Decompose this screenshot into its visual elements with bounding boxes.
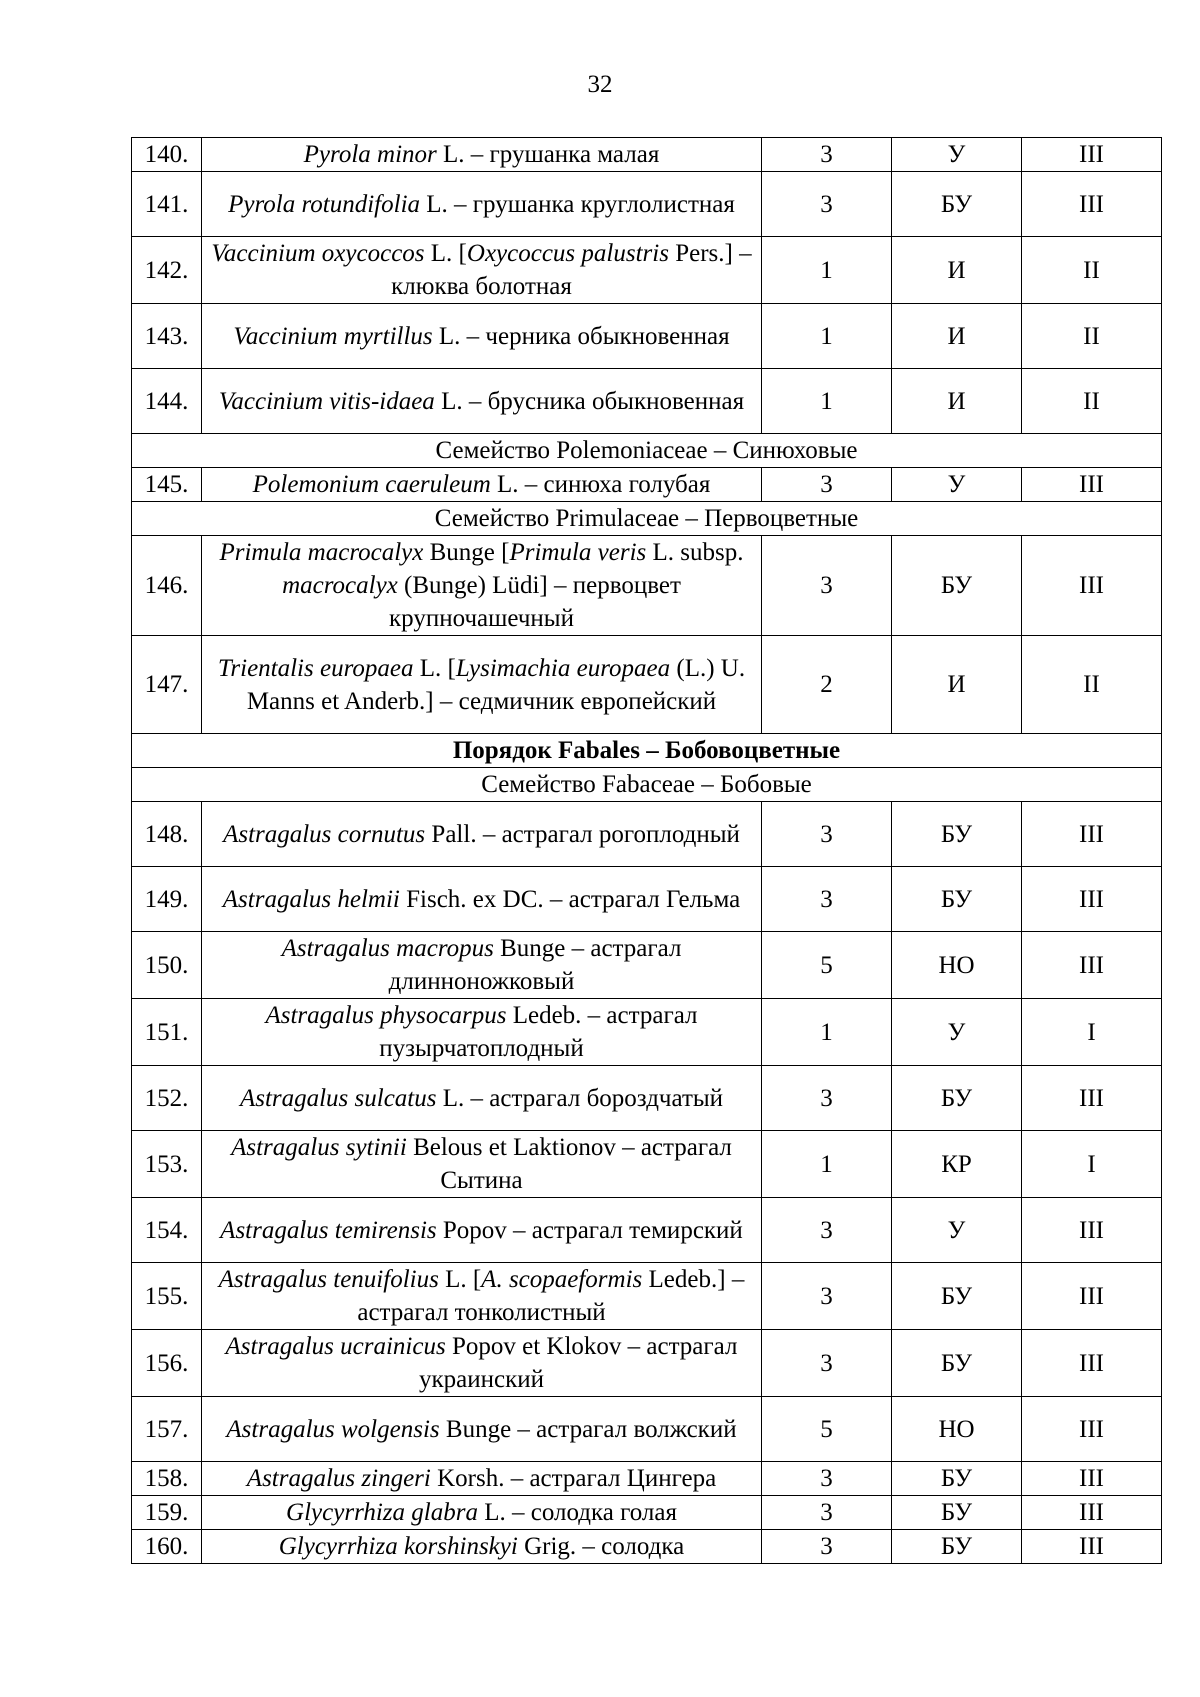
category-value: 3 (762, 1066, 892, 1131)
latin-name: macrocalyx (282, 572, 398, 599)
row-number: 150. (132, 932, 202, 999)
species-table (131, 137, 1162, 1564)
species-name: Astragalus sytinii Belous et Laktionov – астрагал Сытина (202, 1131, 762, 1198)
row-number: 155. (132, 1263, 202, 1330)
latin-name: Vaccinium oxycoccos (211, 240, 425, 267)
species-name: Polemonium caeruleum L. – синюха голубая (202, 468, 762, 502)
priority-value: III (1022, 1198, 1162, 1263)
status-value: НО (892, 932, 1022, 999)
priority-value: III (1022, 1066, 1162, 1131)
latin-name: Astragalus helmii (222, 885, 400, 913)
category-value: 1 (762, 999, 892, 1066)
status-value: И (892, 304, 1022, 369)
row-number: 158. (132, 1462, 202, 1496)
status-value: БУ (892, 802, 1022, 867)
priority-value: III (1022, 1462, 1162, 1496)
status-value: И (892, 636, 1022, 734)
category-value: 3 (762, 1263, 892, 1330)
latin-name: Vaccinium myrtillus (233, 322, 433, 350)
row-number: 141. (132, 172, 202, 237)
latin-name: Primula veris (509, 539, 647, 566)
priority-value: III (1022, 1496, 1162, 1530)
family-heading: Семейство Fabaceae – Бобовые (132, 768, 1162, 802)
species-row (132, 636, 1162, 734)
latin-name: Glycyrrhiza korshinskyi (278, 1533, 518, 1560)
priority-value: III (1022, 932, 1162, 999)
family-heading: Семейство Polemoniaceae – Синюховые (132, 434, 1162, 468)
category-value: 3 (762, 138, 892, 172)
priority-value: III (1022, 1263, 1162, 1330)
status-value: У (892, 138, 1022, 172)
latin-name: Primula macrocalyx (219, 539, 424, 566)
status-value: БУ (892, 1330, 1022, 1397)
species-row (132, 138, 1162, 172)
latin-name: Vaccinium vitis-idaea (218, 387, 435, 415)
species-name: Pyrola minor L. – грушанка малая (202, 138, 762, 172)
species-row (132, 1462, 1162, 1496)
family-heading: Семейство Primulaceae – Первоцветные (132, 502, 1162, 536)
species-row (132, 369, 1162, 434)
latin-name: A. scopaeformis (481, 1266, 643, 1293)
priority-value: II (1022, 369, 1162, 434)
species-row (132, 802, 1162, 867)
species-name: Astragalus ucrainicus Popov et Klokov – астрагал украинский (202, 1330, 762, 1397)
row-number: 145. (132, 468, 202, 502)
species-row (132, 1330, 1162, 1397)
row-number: 144. (132, 369, 202, 434)
category-value: 3 (762, 802, 892, 867)
latin-name: Astragalus macropus (281, 935, 494, 962)
status-value: И (892, 369, 1022, 434)
species-name: Astragalus physocarpus Ledeb. – астрагал пузырчатоплодный (202, 999, 762, 1066)
latin-name: Astragalus sytinii (231, 1134, 407, 1161)
category-value: 2 (762, 636, 892, 734)
row-number: 146. (132, 536, 202, 636)
category-value: 1 (762, 304, 892, 369)
priority-value: III (1022, 1330, 1162, 1397)
priority-value: II (1022, 304, 1162, 369)
latin-name: Polemonium caeruleum (252, 471, 491, 498)
status-value: БУ (892, 536, 1022, 636)
row-number: 160. (132, 1530, 202, 1564)
species-row (132, 1530, 1162, 1564)
species-name: Astragalus cornutus Pall. – астрагал рогоплодный (202, 802, 762, 867)
latin-name: Astragalus temirensis (220, 1216, 437, 1244)
species-row (132, 172, 1162, 237)
priority-value: III (1022, 138, 1162, 172)
row-number: 143. (132, 304, 202, 369)
row-number: 142. (132, 237, 202, 304)
category-value: 3 (762, 1530, 892, 1564)
species-row (132, 1496, 1162, 1530)
species-name: Astragalus tenuifolius L. [A. scopaeformis Ledeb.] – астрагал тонколистный (202, 1263, 762, 1330)
latin-name: Oxycoccus palustris (466, 240, 669, 267)
latin-name: Astragalus zingeri (246, 1465, 431, 1492)
species-row (132, 304, 1162, 369)
species-name: Vaccinium myrtillus L. – черника обыкновенная (202, 304, 762, 369)
latin-name: Trientalis europaea (217, 654, 414, 682)
latin-name: Glycyrrhiza glabra (286, 1499, 478, 1526)
latin-name: Astragalus ucrainicus (225, 1333, 446, 1360)
category-value: 3 (762, 1198, 892, 1263)
row-number: 147. (132, 636, 202, 734)
species-name: Glycyrrhiza korshinskyi Grig. – солодка (202, 1530, 762, 1564)
priority-value: III (1022, 536, 1162, 636)
species-row (132, 1397, 1162, 1462)
species-row (132, 1263, 1162, 1330)
status-value: БУ (892, 1530, 1022, 1564)
category-value: 1 (762, 1131, 892, 1198)
status-value: У (892, 1198, 1022, 1263)
species-name: Astragalus macropus Bunge – астрагал длинноножковый (202, 932, 762, 999)
family-header-row (132, 768, 1162, 802)
status-value: У (892, 468, 1022, 502)
row-number: 140. (132, 138, 202, 172)
category-value: 3 (762, 468, 892, 502)
status-value: НО (892, 1397, 1022, 1462)
status-value: БУ (892, 172, 1022, 237)
status-value: И (892, 237, 1022, 304)
order-header-row (132, 734, 1162, 768)
priority-value: III (1022, 172, 1162, 237)
species-row (132, 867, 1162, 932)
species-name: Glycyrrhiza glabra L. – солодка голая (202, 1496, 762, 1530)
row-number: 156. (132, 1330, 202, 1397)
category-value: 3 (762, 867, 892, 932)
species-name: Astragalus zingeri Korsh. – астрагал Цингера (202, 1462, 762, 1496)
status-value: БУ (892, 1263, 1022, 1330)
species-name: Primula macrocalyx Bunge [Primula veris L. subsp. macrocalyx (Bunge) Lüdi] – первоцвет крупночашечный (202, 536, 762, 636)
priority-value: III (1022, 1397, 1162, 1462)
species-name: Vaccinium oxycoccos L. [Oxycoccus palustris Pers.] – клюква болотная (202, 237, 762, 304)
species-row (132, 1198, 1162, 1263)
species-row (132, 536, 1162, 636)
family-header-row (132, 434, 1162, 468)
row-number: 152. (132, 1066, 202, 1131)
row-number: 159. (132, 1496, 202, 1530)
row-number: 157. (132, 1397, 202, 1462)
status-value: У (892, 999, 1022, 1066)
category-value: 3 (762, 1330, 892, 1397)
category-value: 3 (762, 172, 892, 237)
latin-name: Astragalus sulcatus (239, 1084, 437, 1112)
species-row (132, 999, 1162, 1066)
row-number: 149. (132, 867, 202, 932)
row-number: 154. (132, 1198, 202, 1263)
species-name: Astragalus helmii Fisch. ex DC. – астрагал Гельма (202, 867, 762, 932)
category-value: 5 (762, 1397, 892, 1462)
priority-value: I (1022, 999, 1162, 1066)
status-value: БУ (892, 1066, 1022, 1131)
latin-name: Pyrola rotundifolia (228, 190, 421, 218)
species-row (132, 1066, 1162, 1131)
status-value: БУ (892, 867, 1022, 932)
priority-value: III (1022, 468, 1162, 502)
latin-name: Astragalus physocarpus (265, 1002, 507, 1029)
page-number: 32 (587, 71, 613, 98)
species-name: Astragalus temirensis Popov – астрагал темирский (202, 1198, 762, 1263)
category-value: 3 (762, 1462, 892, 1496)
species-row (132, 932, 1162, 999)
latin-name: Astragalus wolgensis (226, 1415, 440, 1443)
species-row (132, 468, 1162, 502)
priority-value: II (1022, 237, 1162, 304)
species-name: Pyrola rotundifolia L. – грушанка круглолистная (202, 172, 762, 237)
latin-name: Lysimachia europaea (455, 654, 671, 682)
row-number: 148. (132, 802, 202, 867)
species-name: Trientalis europaea L. [Lysimachia europaea (L.) U. Manns et Anderb.] – седмичник европейский (202, 636, 762, 734)
status-value: БУ (892, 1496, 1022, 1530)
species-row (132, 1131, 1162, 1198)
priority-value: III (1022, 867, 1162, 932)
latin-name: Pyrola minor (303, 141, 437, 168)
category-value: 3 (762, 536, 892, 636)
latin-name: Astragalus tenuifolius (218, 1266, 439, 1293)
latin-name: Astragalus cornutus (223, 820, 426, 848)
priority-value: I (1022, 1131, 1162, 1198)
status-value: БУ (892, 1462, 1022, 1496)
row-number: 151. (132, 999, 202, 1066)
category-value: 3 (762, 1496, 892, 1530)
order-heading: Порядок Fabales – Бобовоцветные (132, 734, 1162, 768)
table-body (132, 138, 1162, 1564)
priority-value: III (1022, 802, 1162, 867)
row-number: 153. (132, 1131, 202, 1198)
status-value: КР (892, 1131, 1022, 1198)
species-name: Astragalus wolgensis Bunge – астрагал волжский (202, 1397, 762, 1462)
species-name: Astragalus sulcatus L. – астрагал бороздчатый (202, 1066, 762, 1131)
category-value: 5 (762, 932, 892, 999)
category-value: 1 (762, 369, 892, 434)
priority-value: III (1022, 1530, 1162, 1564)
family-header-row (132, 502, 1162, 536)
category-value: 1 (762, 237, 892, 304)
priority-value: II (1022, 636, 1162, 734)
species-row (132, 237, 1162, 304)
species-name: Vaccinium vitis-idaea L. – брусника обыкновенная (202, 369, 762, 434)
